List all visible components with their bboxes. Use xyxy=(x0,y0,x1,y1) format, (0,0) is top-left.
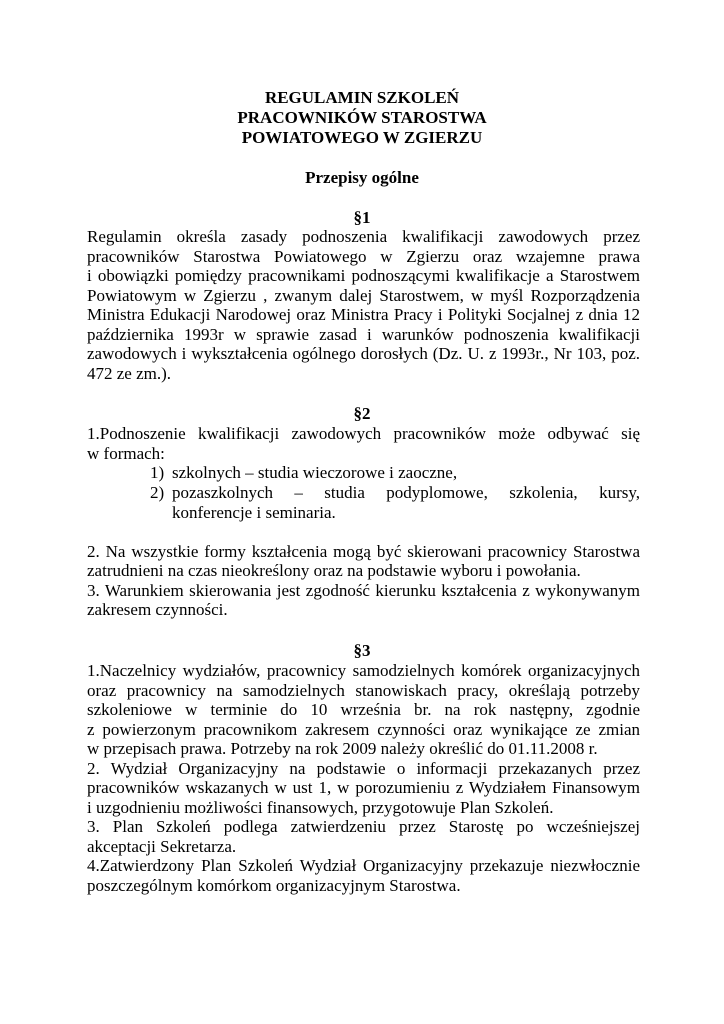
list-item-text: pozaszkolnych – studia podyplomowe, szkolenia, kursy, xyxy=(172,483,640,502)
document-title-line-1: REGULAMIN SZKOLEŃ xyxy=(264,88,460,107)
section-2-line: zatrudnieni na czas nieokreślony oraz na podstawie wyboru i powołania. xyxy=(87,561,581,580)
section-3-line: akceptacji Sekretarza. xyxy=(87,836,237,856)
section-group-heading: Przepisy ogólne xyxy=(305,168,419,187)
section-2-line: 2. Na wszystkie formy kształcenia mogą być skierowani pracownicy Starostwa xyxy=(87,541,640,561)
list-item-number: 2) xyxy=(150,483,165,502)
section-3-line: 2. Wydział Organizacyjny na podstawie o informacji przekazanych przez xyxy=(87,758,640,778)
section-1-line: pracowników Starostwa Powiatowego w Zgierzu oraz wzajemne prawa xyxy=(87,246,640,266)
section-1-line: 472 ze zm.). xyxy=(87,363,172,383)
list-item-text: konferencje i seminaria. xyxy=(172,502,336,522)
section-3-line: poszczególnym komórkom organizacyjnym Starostwa. xyxy=(87,875,461,895)
section-1-line: zawodowych i wykształcenia ogólnego dorosłych (Dz. U. z 1993r., Nr 103, poz. xyxy=(87,344,640,363)
section-1-line: października 1993r w sprawie zasad i warunków podnoszenia kwalifikacji xyxy=(87,324,640,344)
section-1-line: Powiatowym w Zgierzu , zwanym dalej Starostwem, w myśl Rozporządzenia xyxy=(87,285,640,305)
section-2-heading: §2 xyxy=(353,404,371,423)
section-3-line: 4.Zatwierdzony Plan Szkoleń Wydział Organizacyjny przekazuje niezwłocznie xyxy=(87,856,640,875)
section-2-intro-line: 1.Podnoszenie kwalifikacji zawodowych pracowników może odbywać się xyxy=(87,424,640,443)
section-3-line: w przepisach prawa. Potrzeby na rok 2009 należy określić do 01.11.2008 r. xyxy=(87,739,598,758)
section-3-line: 1.Naczelnicy wydziałów, pracownicy samodzielnych komórek organizacyjnych xyxy=(87,661,640,680)
section-3-line: i uzgodnieniu możliwości finansowych, przygotowuje Plan Szkoleń. xyxy=(87,797,554,817)
section-1-line: Ministra Edukacji Narodowej oraz Ministra Pracy i Polityki Socjalnej z dnia 12 xyxy=(87,305,640,324)
section-3-line: 3. Plan Szkoleń podlega zatwierdzeniu przez Starostę po wcześniejszej xyxy=(87,817,640,836)
section-2-line: 3. Warunkiem skierowania jest zgodność kierunku kształcenia z wykonywanym xyxy=(87,580,640,600)
section-2-intro-line: w formach: xyxy=(87,443,165,463)
section-1-heading: §1 xyxy=(353,208,371,227)
section-3-line: z powierzonym pracownikom zakresem czynności oraz wynikające ze zmian xyxy=(87,719,640,739)
section-1-line: i obowiązki pomiędzy pracownikami podnoszącymi kwalifikacje a Starostwem xyxy=(87,266,640,285)
list-item-text: szkolnych – studia wieczorowe i zaoczne, xyxy=(172,463,458,482)
section-3-heading: §3 xyxy=(353,641,371,660)
document-title-line-3: POWIATOWEGO W ZGIERZU xyxy=(241,128,483,147)
list-item-number: 1) xyxy=(150,463,165,482)
section-1-line: Regulamin określa zasady podnoszenia kwalifikacji zawodowych przez xyxy=(87,227,640,246)
section-3-line: oraz pracownicy na samodzielnych stanowiskach pracy, określają potrzeby xyxy=(87,680,640,700)
document-title-line-2: PRACOWNIKÓW STAROSTWA xyxy=(237,108,487,127)
section-3-line: pracowników wskazanych w ust 1, w porozumieniu z Wydziałem Finansowym xyxy=(87,778,640,797)
section-2-line: zakresem czynności. xyxy=(87,600,228,619)
section-3-line: szkoleniowe w terminie do 10 września br. na rok następny, zgodnie xyxy=(87,700,640,719)
